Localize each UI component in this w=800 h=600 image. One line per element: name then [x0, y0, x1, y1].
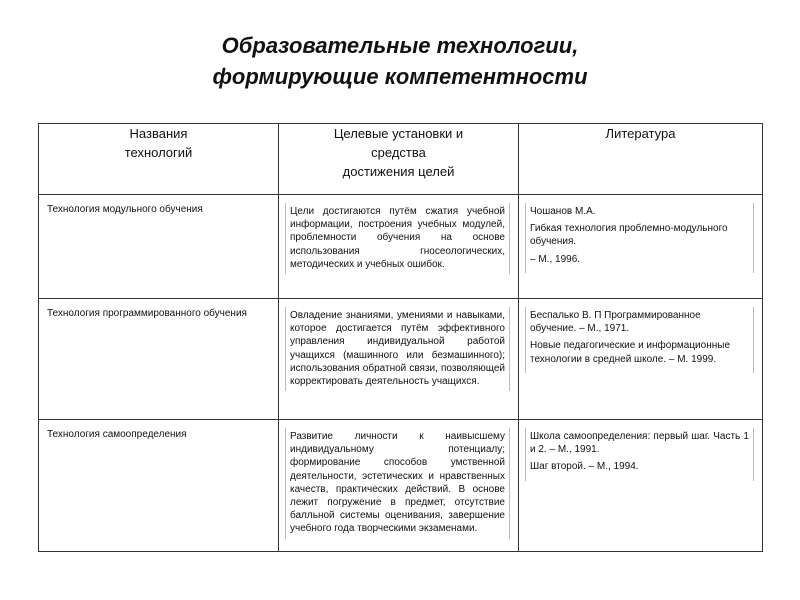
table-row: [39, 195, 763, 299]
header-line: средства: [371, 145, 426, 160]
cell-technology-name: [39, 420, 279, 552]
table-header-row: [39, 124, 763, 195]
literature-item: Шаг второй. – М., 1994.: [530, 461, 639, 473]
header-line: Целевые установки и: [333, 126, 464, 141]
literature-item: – М., 1996.: [530, 253, 581, 265]
literature-list: [525, 307, 754, 373]
title-line-2: формирующие компетентности: [212, 64, 588, 89]
goals-text: Овладение знаниями, умениями и навыками, которое достигается путём эффективного управления индивидуальной работой учащихся (машинного или безмашинного); использования обратной связи, позволяющей корректировать деятельность учащихся.: [285, 307, 510, 391]
cell-literature: [519, 299, 763, 420]
cell-technology-name: [39, 299, 279, 420]
header-line: технологий: [124, 145, 193, 160]
cell-literature: [519, 420, 763, 552]
cell-literature: [519, 195, 763, 299]
page-title: [0, 30, 800, 92]
table-row: [39, 299, 763, 420]
header-literature: [519, 124, 763, 195]
header-line: достижения целей: [342, 164, 455, 179]
technology-name: Технология программированного обучения: [47, 308, 247, 319]
header-line: Литература: [605, 126, 676, 141]
technologies-table: [38, 123, 763, 552]
header-line: Названия: [129, 126, 188, 141]
literature-list: [525, 428, 754, 481]
goals-text: Цели достигаются путём сжатия учебной информации, построения учебных модулей, проблемности обучения на основе использования гносеологических, методических и учебных ошибок.: [285, 203, 510, 274]
literature-item: Беспалько В. П Программированное обучение. – М., 1971.: [530, 310, 701, 335]
technology-name: Технология самоопределения: [47, 429, 187, 440]
cell-goals: [279, 195, 519, 299]
header-technology-names: [39, 124, 279, 195]
literature-item: Гибкая технология проблемно-модульного обучения.: [530, 223, 728, 248]
literature-list: [525, 203, 754, 273]
cell-technology-name: [39, 195, 279, 299]
cell-goals: [279, 420, 519, 552]
technology-name: Технология модульного обучения: [47, 204, 203, 215]
literature-item: Новые педагогические и информационные технологии в средней школе. – М. 1999.: [530, 340, 730, 365]
table-row: [39, 420, 763, 552]
header-goals: [279, 124, 519, 195]
literature-item: Чошанов М.А.: [530, 206, 596, 217]
goals-text: Развитие личности к наивысшему индивидуальному потенциалу; формирование способов умственной деятельности, эстетических и нравственных качеств, практических действий. В основе лежит погружение в предмет, отсутствие балльной системы оценивания, завершение учебного года творческими экзаменами.: [285, 428, 510, 539]
literature-item: Школа самоопределения: первый шаг. Часть 1 и 2. – М., 1991.: [530, 431, 749, 456]
cell-goals: [279, 299, 519, 420]
title-line-1: Образовательные технологии,: [221, 33, 579, 58]
